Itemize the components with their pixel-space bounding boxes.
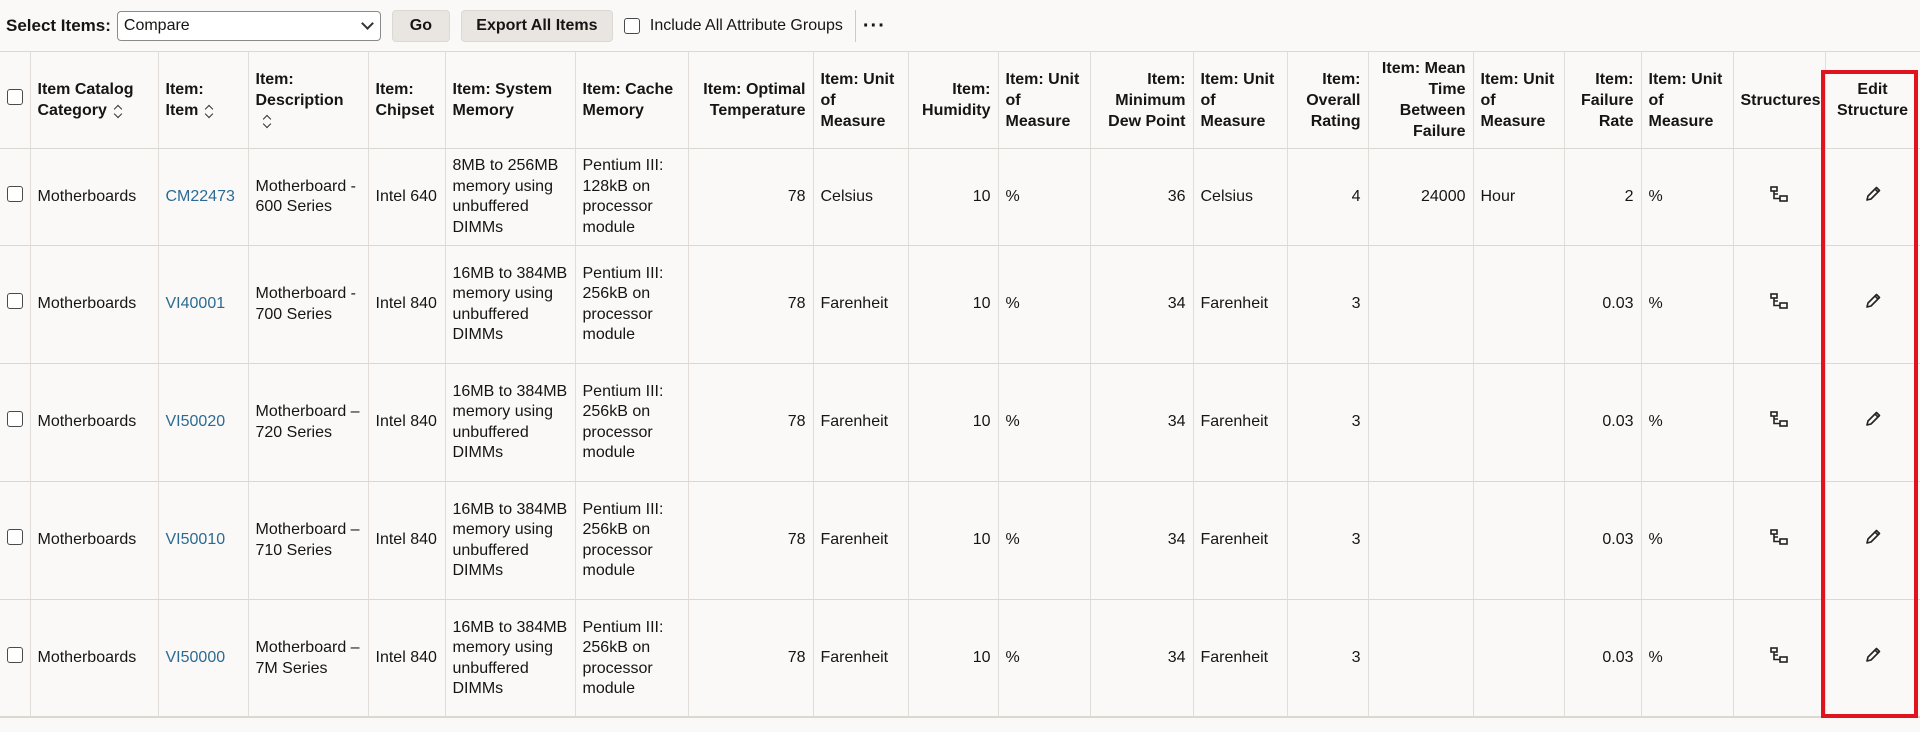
cell-humidity: 10 xyxy=(908,364,998,482)
col-header-dew-uom: Item: Unit of Measure xyxy=(1193,52,1287,149)
cell-humidity-uom: % xyxy=(998,149,1090,246)
cell-humidity-uom: % xyxy=(998,246,1090,364)
cell-system-memory: 16MB to 384MB memory using unbuffered DIMMs xyxy=(445,364,575,482)
cell-humidity: 10 xyxy=(908,246,998,364)
cell-chipset: Intel 840 xyxy=(368,600,445,718)
cell-rating: 4 xyxy=(1287,149,1368,246)
cell-dew-uom: Farenheit xyxy=(1193,364,1287,482)
cell-opt-temp: 78 xyxy=(688,149,813,246)
col-header-failure-rate: Item: Failure Rate xyxy=(1564,52,1641,149)
cell-edit-structure xyxy=(1825,600,1920,718)
hierarchy-icon[interactable] xyxy=(1770,411,1788,434)
cell-structures xyxy=(1733,246,1825,364)
chevron-down-icon xyxy=(361,17,374,30)
cell-mtbf xyxy=(1368,246,1473,364)
cell-dew-uom: Celsius xyxy=(1193,149,1287,246)
cell-item xyxy=(158,246,248,364)
cell-category: Motherboards xyxy=(30,149,158,246)
cell-item xyxy=(158,149,248,246)
cell-dew-uom: Farenheit xyxy=(1193,600,1287,718)
cell-cache-memory: Pentium III: 128kB on processor module xyxy=(575,149,688,246)
row-select-checkbox[interactable] xyxy=(7,293,23,309)
cell-chipset: Intel 840 xyxy=(368,364,445,482)
row-select-cell xyxy=(0,246,30,364)
cell-humidity-uom: % xyxy=(998,482,1090,600)
cell-humidity-uom: % xyxy=(998,364,1090,482)
col-header-mtbf: Item: Mean Time Between Failure xyxy=(1368,52,1473,149)
export-all-items-button[interactable]: Export All Items xyxy=(461,10,613,42)
cell-failure-uom: % xyxy=(1641,149,1733,246)
cell-opt-temp: 78 xyxy=(688,600,813,718)
cell-item xyxy=(158,600,248,718)
cell-mtbf-uom xyxy=(1473,246,1564,364)
cell-chipset: Intel 840 xyxy=(368,482,445,600)
col-header-failure-uom: Item: Unit of Measure xyxy=(1641,52,1733,149)
col-header-system-memory: Item: System Memory xyxy=(445,52,575,149)
cell-cache-memory: Pentium III: 256kB on processor module xyxy=(575,246,688,364)
cell-description: Motherboard - 700 Series xyxy=(248,246,368,364)
include-all-attribute-groups-label: Include All Attribute Groups xyxy=(649,17,843,34)
cell-structures xyxy=(1733,600,1825,718)
cell-cache-memory: Pentium III: 256kB on processor module xyxy=(575,482,688,600)
cell-category: Motherboards xyxy=(30,600,158,718)
col-header-mtbf-uom: Item: Unit of Measure xyxy=(1473,52,1564,149)
cell-category: Motherboards xyxy=(30,364,158,482)
select-items-value: Compare xyxy=(123,17,190,34)
cell-dew-point: 34 xyxy=(1090,600,1193,718)
col-header-label: Item: Item xyxy=(165,81,204,119)
sort-icon[interactable] xyxy=(262,114,272,128)
go-button[interactable]: Go xyxy=(392,10,450,42)
cell-dew-point: 34 xyxy=(1090,246,1193,364)
cell-failure-rate: 0.03 xyxy=(1564,246,1641,364)
cell-description: Motherboard – 7M Series xyxy=(248,600,368,718)
item-link[interactable]: VI40001 xyxy=(165,295,226,313)
cell-failure-rate: 0.03 xyxy=(1564,482,1641,600)
select-items-label: Select Items: xyxy=(6,16,111,35)
cell-opt-temp: 78 xyxy=(688,364,813,482)
cell-temp-uom: Farenheit xyxy=(813,482,908,600)
select-all-checkbox[interactable] xyxy=(7,89,23,105)
row-select-cell xyxy=(0,149,30,246)
hierarchy-icon[interactable] xyxy=(1770,529,1788,552)
cell-temp-uom: Farenheit xyxy=(813,600,908,718)
col-header-overall-rating: Item: Overall Rating xyxy=(1287,52,1368,149)
cell-description: Motherboard – 720 Series xyxy=(248,364,368,482)
cell-edit-structure xyxy=(1825,246,1920,364)
toolbar-divider xyxy=(855,10,856,42)
pencil-icon[interactable] xyxy=(1864,292,1882,317)
select-items-dropdown[interactable] xyxy=(117,11,381,41)
cell-humidity-uom: % xyxy=(998,600,1090,718)
cell-rating: 3 xyxy=(1287,246,1368,364)
cell-mtbf xyxy=(1368,482,1473,600)
row-select-checkbox[interactable] xyxy=(7,529,23,545)
cell-mtbf xyxy=(1368,600,1473,718)
cell-temp-uom: Farenheit xyxy=(813,364,908,482)
col-header-description[interactable] xyxy=(248,52,368,149)
cell-humidity: 10 xyxy=(908,149,998,246)
hierarchy-icon[interactable] xyxy=(1770,293,1788,316)
include-all-attribute-groups-checkbox[interactable] xyxy=(624,18,640,34)
cell-dew-point: 36 xyxy=(1090,149,1193,246)
col-header-dew-point: Item: Minimum Dew Point xyxy=(1090,52,1193,149)
table-row[interactable] xyxy=(0,246,1920,364)
col-header-temp-uom: Item: Unit of Measure xyxy=(813,52,908,149)
pencil-icon[interactable] xyxy=(1864,185,1882,210)
item-link[interactable]: CM22473 xyxy=(165,187,235,205)
cell-dew-uom: Farenheit xyxy=(1193,482,1287,600)
cell-temp-uom: Farenheit xyxy=(813,246,908,364)
hierarchy-icon[interactable] xyxy=(1770,647,1788,670)
row-select-checkbox[interactable] xyxy=(7,411,23,427)
cell-humidity: 10 xyxy=(908,482,998,600)
row-select-checkbox[interactable] xyxy=(7,186,23,202)
cell-failure-rate: 0.03 xyxy=(1564,364,1641,482)
pencil-icon[interactable] xyxy=(1864,646,1882,671)
table-row[interactable] xyxy=(0,600,1920,718)
cell-cache-memory: Pentium III: 256kB on processor module xyxy=(575,364,688,482)
col-header-category[interactable] xyxy=(30,52,158,149)
cell-dew-point: 34 xyxy=(1090,482,1193,600)
cell-cache-memory: Pentium III: 256kB on processor module xyxy=(575,600,688,718)
col-header-label: Item: Description xyxy=(255,70,344,109)
pencil-icon[interactable] xyxy=(1864,528,1882,553)
cell-mtbf xyxy=(1368,364,1473,482)
hierarchy-icon[interactable] xyxy=(1770,186,1788,209)
select-all-cell xyxy=(0,52,30,149)
cell-structures xyxy=(1733,364,1825,482)
items-table xyxy=(0,51,1920,718)
cell-structures xyxy=(1733,149,1825,246)
sort-icon[interactable] xyxy=(113,104,123,118)
cell-failure-rate: 2 xyxy=(1564,149,1641,246)
row-select-checkbox[interactable] xyxy=(7,647,23,663)
cell-system-memory: 16MB to 384MB memory using unbuffered DIMMs xyxy=(445,246,575,364)
cell-edit-structure xyxy=(1825,482,1920,600)
include-all-attribute-groups-toggle[interactable] xyxy=(624,17,843,35)
cell-item xyxy=(158,364,248,482)
cell-humidity: 10 xyxy=(908,600,998,718)
cell-rating: 3 xyxy=(1287,600,1368,718)
table-body xyxy=(0,149,1920,718)
table-row[interactable] xyxy=(0,482,1920,600)
item-link[interactable]: VI50000 xyxy=(165,649,226,667)
cell-mtbf-uom xyxy=(1473,600,1564,718)
col-header-cache-memory: Item: Cache Memory xyxy=(575,52,688,149)
cell-failure-uom: % xyxy=(1641,482,1733,600)
sort-icon[interactable] xyxy=(204,104,214,118)
cell-dew-uom: Farenheit xyxy=(1193,246,1287,364)
cell-chipset: Intel 840 xyxy=(368,246,445,364)
col-header-optimal-temperature: Item: Optimal Temperature xyxy=(688,52,813,149)
table-row[interactable] xyxy=(0,149,1920,246)
row-select-cell xyxy=(0,364,30,482)
cell-item xyxy=(158,482,248,600)
col-header-label: Item Catalog Category xyxy=(37,81,134,119)
item-link[interactable]: VI50020 xyxy=(165,413,226,431)
cell-failure-uom: % xyxy=(1641,600,1733,718)
cell-rating: 3 xyxy=(1287,482,1368,600)
cell-opt-temp: 78 xyxy=(688,482,813,600)
row-select-cell xyxy=(0,600,30,718)
pencil-icon[interactable] xyxy=(1864,410,1882,435)
table-row[interactable] xyxy=(0,364,1920,482)
toolbar xyxy=(0,0,1920,52)
cell-description: Motherboard - 600 Series xyxy=(248,149,368,246)
cell-mtbf-uom xyxy=(1473,482,1564,600)
cell-failure-rate: 0.03 xyxy=(1564,600,1641,718)
cell-mtbf-uom xyxy=(1473,364,1564,482)
cell-category: Motherboards xyxy=(30,482,158,600)
cell-system-memory: 16MB to 384MB memory using unbuffered DIMMs xyxy=(445,600,575,718)
cell-system-memory: 16MB to 384MB memory using unbuffered DIMMs xyxy=(445,482,575,600)
cell-mtbf: 24000 xyxy=(1368,149,1473,246)
col-header-edit-structure: Edit Structure xyxy=(1825,52,1920,149)
row-select-cell xyxy=(0,482,30,600)
cell-failure-uom: % xyxy=(1641,246,1733,364)
cell-dew-point: 34 xyxy=(1090,364,1193,482)
cell-mtbf-uom: Hour xyxy=(1473,149,1564,246)
cell-system-memory: 8MB to 256MB memory using unbuffered DIMMs xyxy=(445,149,575,246)
col-header-humidity: Item: Humidity xyxy=(908,52,998,149)
item-link[interactable]: VI50010 xyxy=(165,531,226,549)
col-header-humidity-uom: Item: Unit of Measure xyxy=(998,52,1090,149)
cell-category: Motherboards xyxy=(30,246,158,364)
col-header-chipset: Item: Chipset xyxy=(368,52,445,149)
cell-structures xyxy=(1733,482,1825,600)
header-row xyxy=(0,52,1920,149)
more-actions-button[interactable]: ··· xyxy=(862,15,886,37)
cell-temp-uom: Celsius xyxy=(813,149,908,246)
cell-edit-structure xyxy=(1825,149,1920,246)
cell-opt-temp: 78 xyxy=(688,246,813,364)
cell-chipset: Intel 640 xyxy=(368,149,445,246)
col-header-item[interactable] xyxy=(158,52,248,149)
cell-description: Motherboard – 710 Series xyxy=(248,482,368,600)
cell-rating: 3 xyxy=(1287,364,1368,482)
table-bottom-border xyxy=(0,716,1920,717)
col-header-structures: Structures xyxy=(1733,52,1825,149)
cell-edit-structure xyxy=(1825,364,1920,482)
cell-failure-uom: % xyxy=(1641,364,1733,482)
